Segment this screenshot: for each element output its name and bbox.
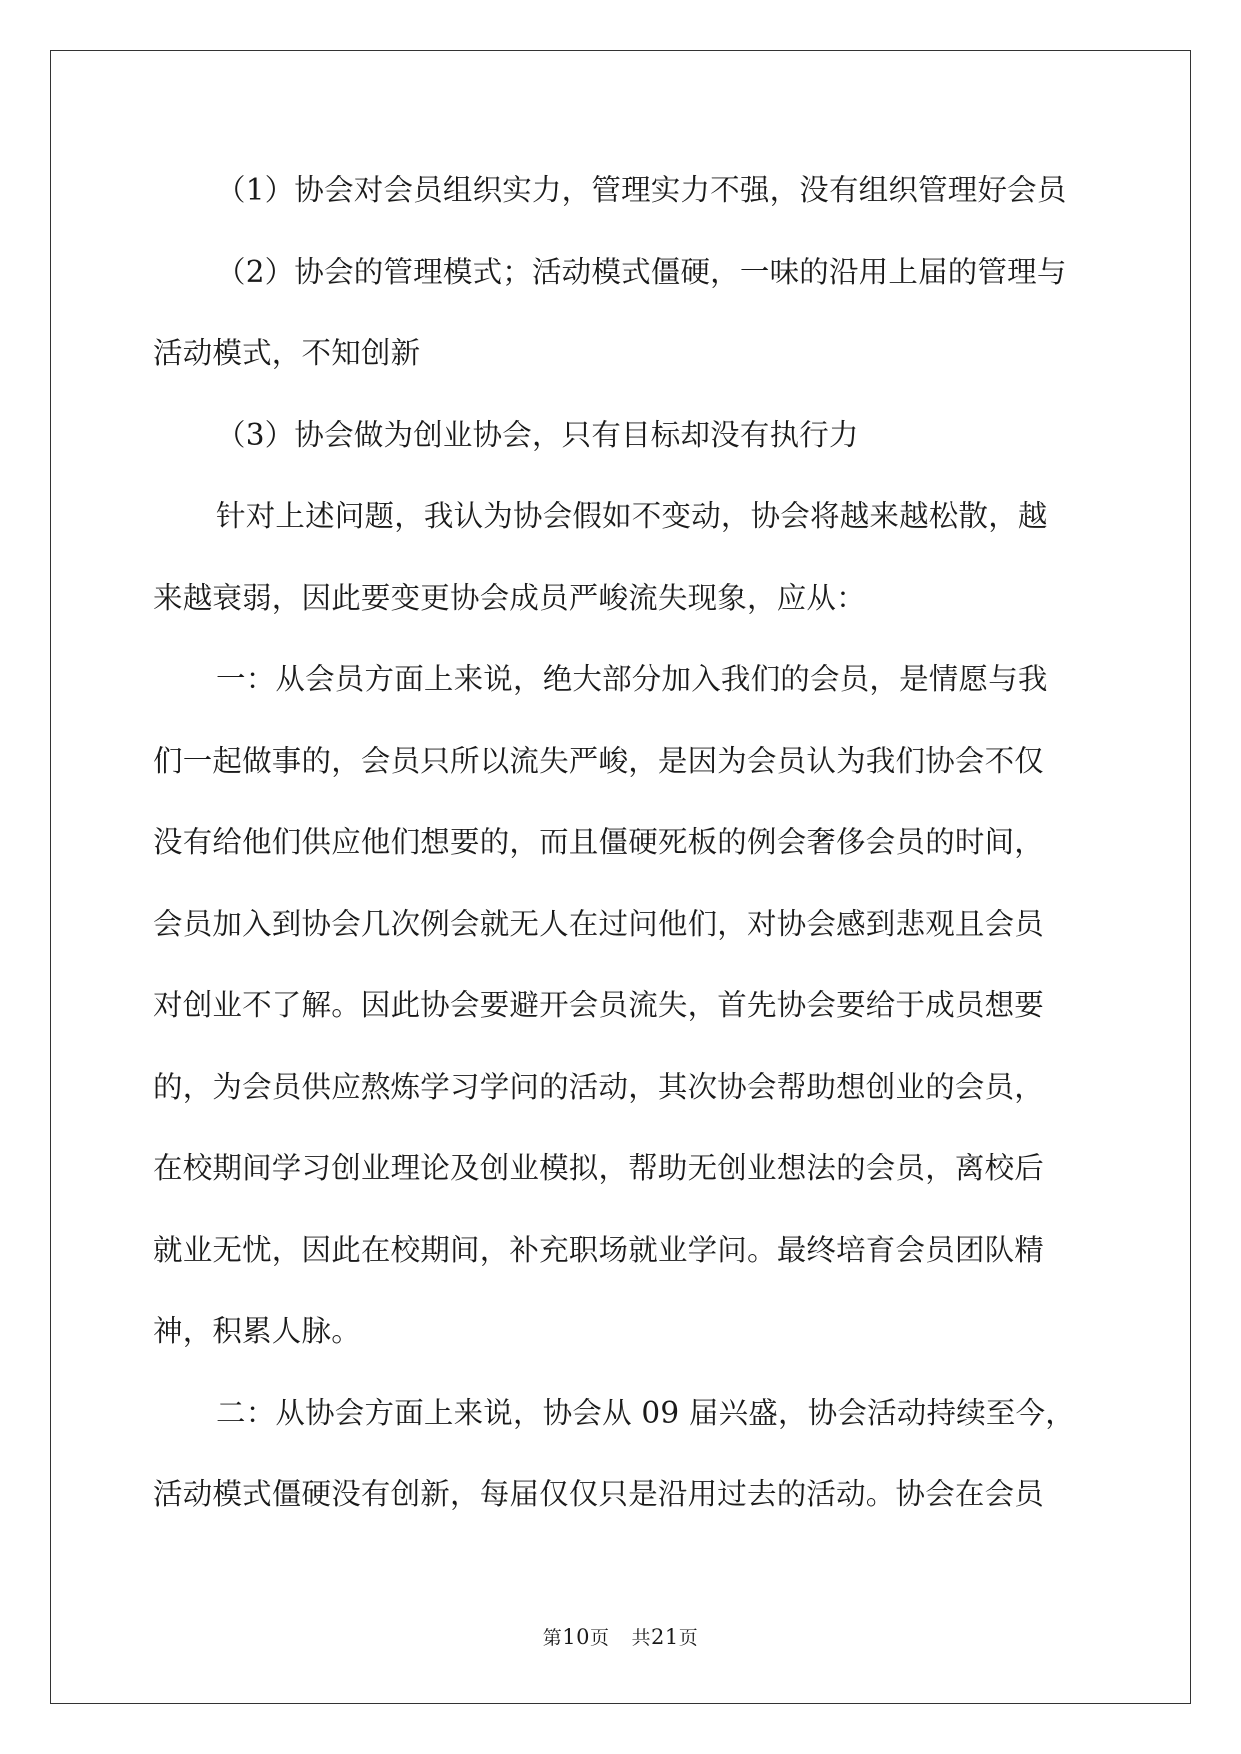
- paragraph-line: 对创业不了解。因此协会要避开会员流失，首先协会要给于成员想要: [153, 988, 1045, 1022]
- paragraph-line: 针对上述问题，我认为协会假如不变动，协会将越来越松散，越: [216, 499, 1048, 533]
- paragraph-line: 二：从协会方面上来说，协会从 09 届兴盛，协会活动持续至今，: [216, 1395, 1075, 1430]
- page-footer: [0, 1623, 1241, 1650]
- paragraph-line: 活动模式，不知创新: [153, 336, 421, 370]
- paragraph-line: 在校期间学习创业理论及创业模拟，帮助无创业想法的会员，离校后: [153, 1151, 1045, 1185]
- paragraph-line: （1）协会对会员组织实力，管理实力不强，没有组织管理好会员: [216, 173, 1067, 207]
- paragraph-line: 会员加入到协会几次例会就无人在过问他们，对协会感到悲观且会员: [153, 906, 1045, 941]
- footer-total-unit: 页: [678, 1627, 699, 1649]
- paragraph-line: 们一起做事的，会员只所以流失严峻，是因为会员认为我们协会不仅: [153, 743, 1045, 778]
- paragraph-line: 一：从会员方面上来说，绝大部分加入我们的会员，是情愿与我: [216, 662, 1048, 696]
- paragraph-line: （2）协会的管理模式；活动模式僵硬，一味的沿用上届的管理与: [216, 254, 1067, 289]
- paragraph-line: 就业无忧，因此在校期间，补充职场就业学问。最终培育会员团队精: [153, 1232, 1045, 1267]
- document-body: [153, 160, 1089, 1546]
- paragraph-line: 没有给他们供应他们想要的，而且僵硬死板的例会奢侈会员的时间，: [153, 825, 1045, 859]
- footer-prefix: 第: [542, 1627, 563, 1649]
- footer-page-unit: 页: [589, 1627, 610, 1649]
- footer-total-prefix: 共: [631, 1627, 652, 1649]
- current-page-number: 10: [562, 1625, 590, 1649]
- paragraph-line: 活动模式僵硬没有创新，每届仅仅只是沿用过去的活动。协会在会员: [153, 1477, 1045, 1511]
- paragraph-line: （3）协会做为创业协会，只有目标却没有执行力: [216, 417, 859, 452]
- paragraph-line: 神，积累人脉。: [153, 1314, 361, 1348]
- paragraph-line: 的，为会员供应熬炼学习学问的活动，其次协会帮助想创业的会员，: [153, 1069, 1045, 1104]
- paragraph-line: 来越衰弱，因此要变更协会成员严峻流失现象，应从：: [153, 580, 866, 615]
- total-pages-number: 21: [651, 1625, 679, 1649]
